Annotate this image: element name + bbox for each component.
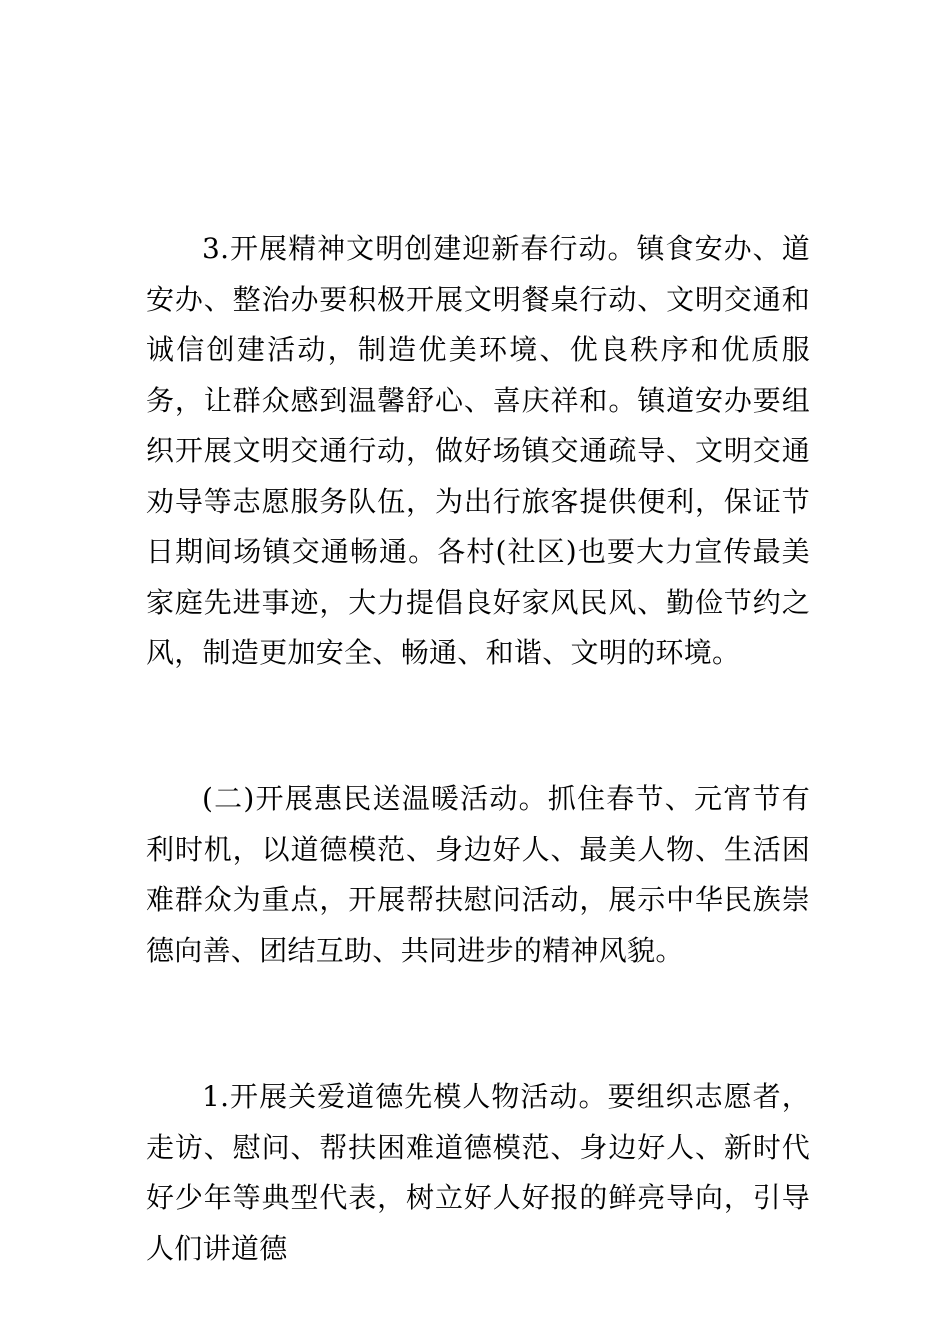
paragraph-warmth-activity: (二)开展惠民送温暖活动。抓住春节、元宵节有利时机，以道德模范、身边好人、最美人物、生活困难群众为重点，开展帮扶慰问活动，展示中华民族崇德向善、团结互助、共同进步的精神风貌。	[146, 782, 810, 967]
paragraph-moral-model-care: 1.开展关爱道德先模人物活动。要组织志愿者，走访、慰问、帮扶困难道德模范、身边好人、新时代好少年等典型代表，树立好人好报的鲜亮导向，引导人们讲道德	[146, 1080, 810, 1265]
paragraph-civilization-action: 3.开展精神文明创建迎新春行动。镇食安办、道安办、整治办要积极开展文明餐桌行动、文明交通和诚信创建活动，制造优美环境、优良秩序和优质服务，让群众感到温馨舒心、喜庆祥和。镇道安办要组织开展文明交通行动，做好场镇交通疏导、文明交通劝导等志愿服务队伍，为出行旅客提供便利，保证节日期间场镇交通畅通。各村(社区)也要大力宣传最美家庭先进事迹，大力提倡良好家风民风、勤俭节约之风，制造更加安全、畅通、和谐、文明的环境。	[146, 232, 810, 669]
